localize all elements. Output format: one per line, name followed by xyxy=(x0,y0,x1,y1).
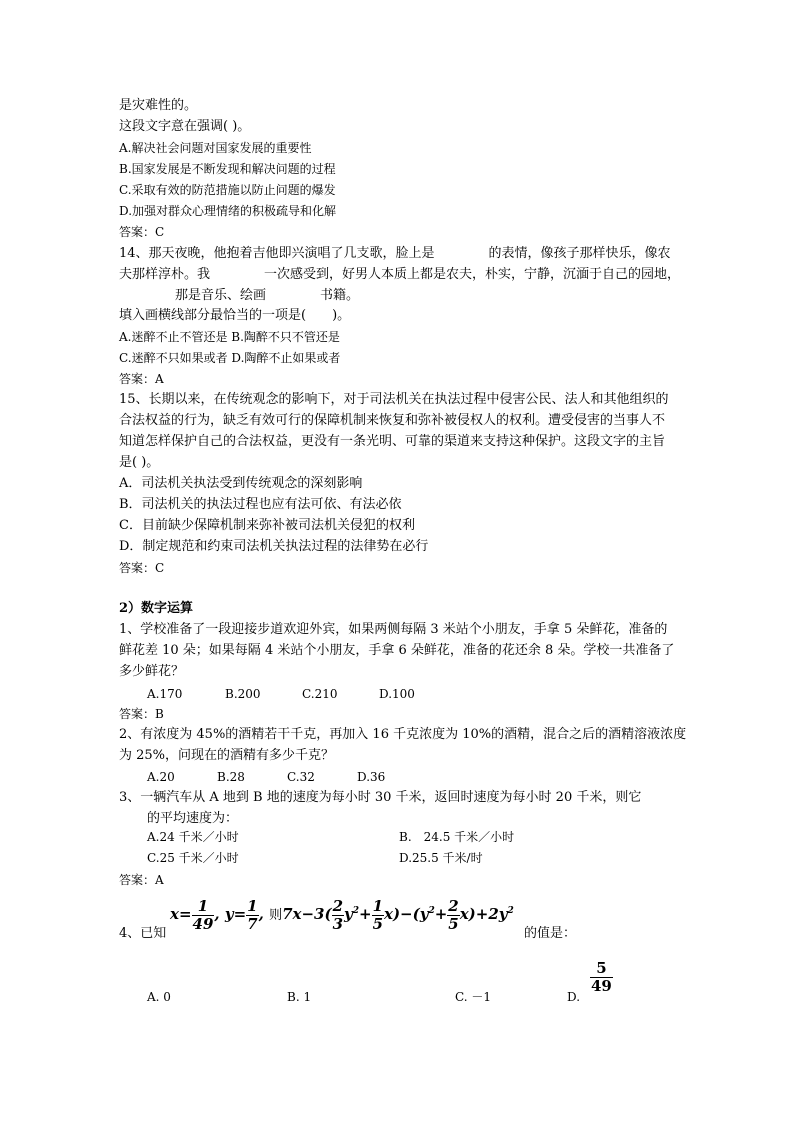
m4-frac-2 xyxy=(372,898,384,932)
m4-f2-den: 5 xyxy=(372,914,384,933)
m1-option-c: C.210 xyxy=(302,687,338,701)
q14-options-ab: A.迷醉不止不管还是 B.陶醉不只不管还是 xyxy=(119,330,340,344)
m4-comma-2: , xyxy=(258,905,264,923)
m4-x-fraction xyxy=(192,898,215,932)
q14-options-cd: C.迷醉不只如果或者 D.陶醉不止如果或者 xyxy=(119,351,341,365)
m4-equals-2: = xyxy=(233,905,247,923)
q14-line-2b: 一次感受到，好男人本质上都是农夫，朴实，宁静，沉湎于自己的园地， xyxy=(264,267,681,282)
q13-stem: 这段文字意在强调( )。 xyxy=(119,119,251,134)
q14-line-1a: 14、那天夜晚，他抱着吉他即兴演唱了几支歌，脸上是 xyxy=(119,246,435,261)
q13-option-c: C.采取有效的防范措施以防止问题的爆发 xyxy=(119,183,336,197)
q14-stem: 填入画横线部分最恰当的一项是( )。 xyxy=(119,308,351,323)
q13-tail: 是灾难性的。 xyxy=(119,98,198,113)
m4-expr-b: y xyxy=(344,905,353,923)
m4-option-d-fraction xyxy=(590,960,613,994)
q15-answer: 答案：C xyxy=(119,561,165,575)
m4-comma: , xyxy=(214,905,220,923)
q13-option-b: B.国家发展是不断发现和解决问题的过程 xyxy=(119,162,336,176)
q15-line-2: 合法权益的行为，缺乏有效可行的保障机制来恢复和弥补被侵权人的权利。遭受侵害的当事人不 xyxy=(119,413,666,428)
m3-answer: 答案：A xyxy=(119,873,164,887)
m4-x-var: x xyxy=(170,905,179,923)
m3-option-a: A.24 千米／小时 xyxy=(147,830,239,844)
q15-option-c: C．目前缺少保障机制来弥补被司法机关侵犯的权利 xyxy=(119,518,415,533)
q15-option-b: B．司法机关的执法过程也应有法可依、有法必依 xyxy=(119,497,402,512)
m3-line-2: 的平均速度为： xyxy=(147,811,239,826)
m1-answer: 答案：B xyxy=(119,707,164,721)
m4-exp-3: 2 xyxy=(507,906,514,916)
m4-f1-den: 3 xyxy=(332,914,344,933)
m3-line-1: 3、一辆汽车从 A 地到 B 地的速度为每小时 30 千米，返回时速度为每小时 20 千米，则它 xyxy=(119,790,642,805)
m4-d-fraction xyxy=(590,960,613,994)
q14-line-3a: 那是音乐、绘画 xyxy=(175,288,267,303)
m2-option-a: A.20 xyxy=(147,770,175,784)
m4-suffix: 的值是： xyxy=(524,926,577,941)
m4-exp-1: 2 xyxy=(352,906,359,916)
m4-option-c: C. －1 xyxy=(455,990,492,1004)
q13-option-a: A.解决社会问题对国家发展的重要性 xyxy=(119,141,312,155)
q13-answer: 答案：C xyxy=(119,225,165,239)
m4-expr-d: x)−(y xyxy=(384,905,429,923)
section-title: 2）数字运算 xyxy=(119,601,194,616)
m3-option-d: D.25.5 千米/时 xyxy=(399,851,483,865)
q14-line-3 xyxy=(175,288,359,304)
m1-line-3: 多少鲜花？ xyxy=(119,664,185,679)
m1-line-1: 1、学校准备了一段迎接步道欢迎外宾，如果两侧每隔 3 米站个小朋友，手拿 5 朵鲜花，准备的 xyxy=(119,622,668,637)
m4-option-a: A. 0 xyxy=(147,990,171,1004)
m4-formula xyxy=(170,898,514,932)
m4-expr-e: + xyxy=(434,905,448,923)
m4-then: 则 xyxy=(269,908,283,923)
q15-line-1: 15、长期以来，在传统观念的影响下，对于司法机关在执法过程中侵害公民、法人和其他组织的 xyxy=(119,392,669,407)
m4-expr-a: 7x−3( xyxy=(282,905,332,923)
m4-option-b: B. 1 xyxy=(287,990,312,1004)
q14-line-3b: 书籍。 xyxy=(320,288,360,303)
q15-option-d: D．制定规范和约束司法机关执法过程的法律势在必行 xyxy=(119,539,429,554)
m3-option-b: B. 24.5 千米／小时 xyxy=(399,830,515,844)
m4-d-num: 5 xyxy=(590,960,613,978)
m4-y-var: y xyxy=(224,905,234,923)
m4-y-den: 7 xyxy=(247,914,258,933)
m1-line-2: 鲜花差 10 朵；如果每隔 4 米站个小朋友，手拿 6 朵鲜花，准备的花还余 8 朵。学校一共准备了 xyxy=(119,643,675,658)
m2-option-c: C.32 xyxy=(287,770,315,784)
m4-y-fraction xyxy=(246,898,258,932)
m4-prefix: 4、已知 xyxy=(119,926,167,941)
m4-f1-num: 2 xyxy=(332,897,344,915)
m2-option-d: D.36 xyxy=(357,770,386,784)
m2-line-2: 为 25%，问现在的酒精有多少千克？ xyxy=(119,748,335,763)
m2-line-1: 2、有浓度为 45%的酒精若干千克，再加入 16 千克浓度为 10%的酒精，混合之后的酒精溶液浓度 xyxy=(119,727,687,742)
m1-option-d: D.100 xyxy=(379,687,415,701)
m3-option-c: C.25 千米／小时 xyxy=(147,851,239,865)
m1-option-a: A.170 xyxy=(147,687,183,701)
q14-line-2 xyxy=(119,267,680,283)
m4-expr-c: + xyxy=(359,905,372,923)
m4-f2-num: 1 xyxy=(372,897,384,915)
q14-line-1b: 的表情，像孩子那样快乐，像农 xyxy=(488,246,671,261)
m4-option-d: D. xyxy=(567,990,581,1004)
m4-d-den: 49 xyxy=(591,976,612,995)
m1-option-b: B.200 xyxy=(225,687,261,701)
m4-expr-f: x)+2y xyxy=(459,905,508,923)
m4-x-den: 49 xyxy=(192,914,214,933)
m4-f3-num: 2 xyxy=(448,897,459,915)
m2-option-b: B.28 xyxy=(217,770,245,784)
q15-option-a: A．司法机关执法受到传统观念的深刻影响 xyxy=(119,476,363,491)
q15-line-3: 知道怎样保护自己的合法权益，更没有一条光明、可靠的渠道来支持这种保护。这段文字的主旨 xyxy=(119,434,666,449)
m4-frac-3 xyxy=(447,898,459,932)
m4-y-num: 1 xyxy=(247,897,258,915)
q13-option-d: D.加强对群众心理情绪的积极疏导和化解 xyxy=(119,204,337,218)
m4-frac-1 xyxy=(332,898,344,932)
m4-equals: = xyxy=(178,905,192,923)
q14-line-2a: 夫那样淳朴。我 xyxy=(119,267,211,282)
q15-line-4: 是( )。 xyxy=(119,455,160,470)
q14-answer: 答案：A xyxy=(119,372,164,386)
m4-x-num: 1 xyxy=(192,898,215,916)
m4-exp-2: 2 xyxy=(428,906,435,916)
m4-f3-den: 5 xyxy=(448,914,459,933)
q14-line-1 xyxy=(119,246,671,262)
